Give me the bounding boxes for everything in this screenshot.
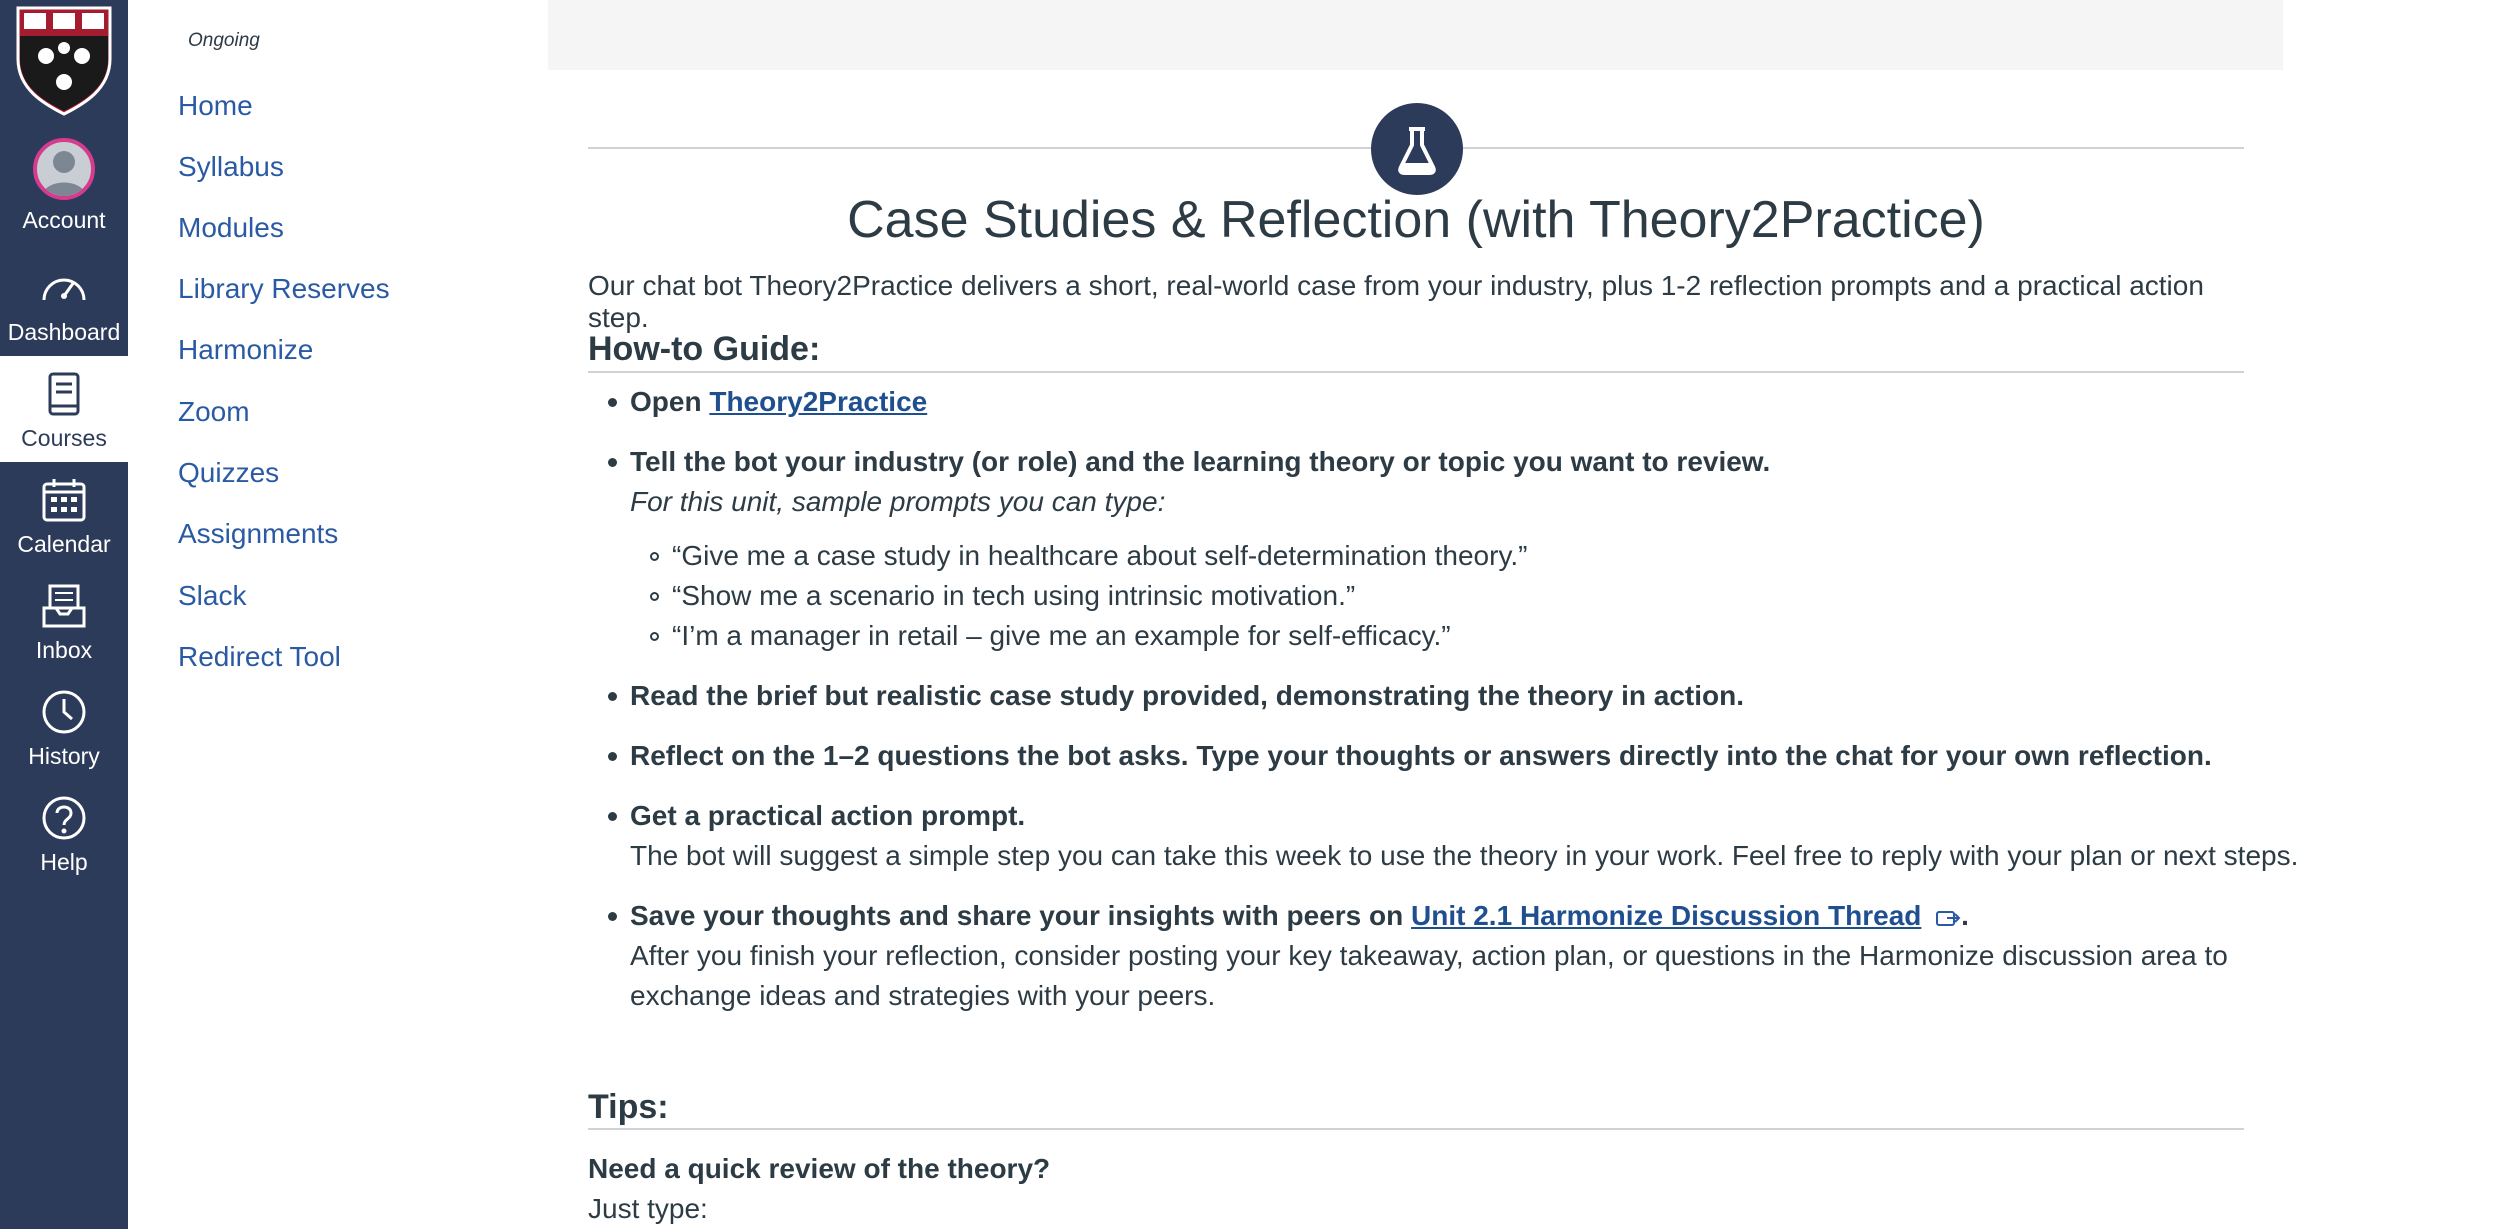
bullet xyxy=(608,812,617,821)
calendar-icon xyxy=(40,476,88,524)
course-nav-zoom[interactable]: Zoom xyxy=(178,396,250,427)
help-icon xyxy=(40,794,88,842)
flask-badge xyxy=(1371,103,1463,195)
howto-heading: How-to Guide: xyxy=(588,330,821,368)
bullet xyxy=(608,398,617,407)
howto-divider xyxy=(588,371,2244,373)
circle-bullet xyxy=(650,632,659,641)
shield-logo[interactable] xyxy=(14,4,114,116)
step-4-text: Reflect on the 1–2 questions the bot asks. Type your thoughts or answers directly into the chat for your own reflection. xyxy=(630,740,2212,771)
step-4 xyxy=(630,736,2212,776)
flask-icon xyxy=(1371,103,1463,195)
sample-prompt-2-text: “Show me a scenario in tech using intrinsic motivation.” xyxy=(672,580,1356,611)
nav-history[interactable] xyxy=(0,674,128,780)
step-1-text: Open xyxy=(630,386,710,417)
course-nav-modules[interactable]: Modules xyxy=(178,212,284,243)
page-title: Case Studies & Reflection (with Theory2Practice) xyxy=(847,191,1985,249)
course-nav-syllabus[interactable]: Syllabus xyxy=(178,151,284,182)
bullet xyxy=(608,912,617,921)
external-link-icon[interactable] xyxy=(1935,907,1961,929)
nav-dashboard[interactable] xyxy=(0,250,128,356)
step-6-subtext-2: exchange ideas and strategies with your peers. xyxy=(630,980,1216,1011)
courses-icon xyxy=(40,370,88,418)
account-avatar xyxy=(33,138,95,200)
sample-prompt-3-text: “I’m a manager in retail – give me an example for self-efficacy.” xyxy=(672,620,1451,651)
bullet xyxy=(608,458,617,467)
step-6-subtext-1: After you finish your reflection, consider posting your key takeaway, action plan, or questions in the Harmonize discussion area to xyxy=(630,940,2228,971)
step-2-subtext: For this unit, sample prompts you can type: xyxy=(630,486,1166,517)
course-nav-library-reserves[interactable]: Library Reserves xyxy=(178,273,390,304)
step-2 xyxy=(630,442,1770,482)
history-icon xyxy=(40,688,88,736)
tips-heading: Tips: xyxy=(588,1088,669,1126)
intro-text: Our chat bot Theory2Practice delivers a short, real-world case from your industry, plus 1-2 reflection prompts and a practical action step. xyxy=(588,270,2204,333)
sample-prompt-2 xyxy=(672,576,1355,616)
step-1 xyxy=(630,382,927,422)
tips-divider xyxy=(588,1128,2244,1130)
step-3 xyxy=(630,676,1744,716)
nav-courses-label: Courses xyxy=(21,425,107,451)
nav-dashboard-label: Dashboard xyxy=(7,319,121,345)
theory2practice-link[interactable]: Theory2Practice xyxy=(709,386,928,417)
step-3-text: Read the brief but realistic case study provided, demonstrating the theory in action. xyxy=(630,680,1744,711)
bullet xyxy=(608,752,617,761)
inbox-icon xyxy=(40,582,88,630)
step-2-text: Tell the bot your industry (or role) and the learning theory or topic you want to review. xyxy=(630,446,1771,477)
nav-calendar[interactable] xyxy=(0,462,128,568)
nav-account-label: Account xyxy=(22,207,106,233)
tips-question: Need a quick review of the theory? xyxy=(588,1153,1051,1184)
course-nav xyxy=(128,0,548,1229)
sample-prompt-3 xyxy=(672,616,1451,656)
nav-help-label: Help xyxy=(40,849,88,875)
course-nav-home[interactable]: Home xyxy=(178,90,253,121)
harmonize-thread-link[interactable]: Unit 2.1 Harmonize Discussion Thread xyxy=(1411,900,1922,931)
nav-account[interactable] xyxy=(0,138,128,244)
step-5-subtext: The bot will suggest a simple step you can take this week to use the theory in your work. Feel free to reply with your plan or next steps. xyxy=(630,840,2299,871)
sample-prompt-1-text: “Give me a case study in healthcare about self-determination theory.” xyxy=(672,540,1528,571)
course-status: Ongoing xyxy=(188,30,260,51)
tips-text: Just type: xyxy=(588,1193,708,1224)
sample-prompt-1 xyxy=(672,536,1527,576)
nav-history-label: History xyxy=(28,743,100,769)
course-nav-harmonize[interactable]: Harmonize xyxy=(178,334,314,365)
course-nav-assignments[interactable]: Assignments xyxy=(178,518,339,549)
nav-help[interactable] xyxy=(0,780,128,886)
step-6 xyxy=(630,896,1969,936)
global-nav xyxy=(0,0,128,1229)
step-5 xyxy=(630,796,1025,836)
step-6-text: Save your thoughts and share your insights with peers on xyxy=(630,900,1412,931)
course-nav-slack[interactable]: Slack xyxy=(178,580,247,611)
nav-inbox-label: Inbox xyxy=(35,637,93,663)
step-6-end: . xyxy=(1961,900,1969,931)
dashboard-icon xyxy=(40,264,88,312)
nav-courses[interactable] xyxy=(0,356,128,462)
nav-calendar-label: Calendar xyxy=(17,531,111,557)
course-nav-redirect-tool[interactable]: Redirect Tool xyxy=(178,641,341,672)
circle-bullet xyxy=(650,552,659,561)
top-bar xyxy=(548,0,2283,70)
bullet xyxy=(608,692,617,701)
nav-inbox[interactable] xyxy=(0,568,128,674)
step-5-text: Get a practical action prompt. xyxy=(630,800,1026,831)
course-nav-quizzes[interactable]: Quizzes xyxy=(178,457,280,488)
circle-bullet xyxy=(650,592,659,601)
